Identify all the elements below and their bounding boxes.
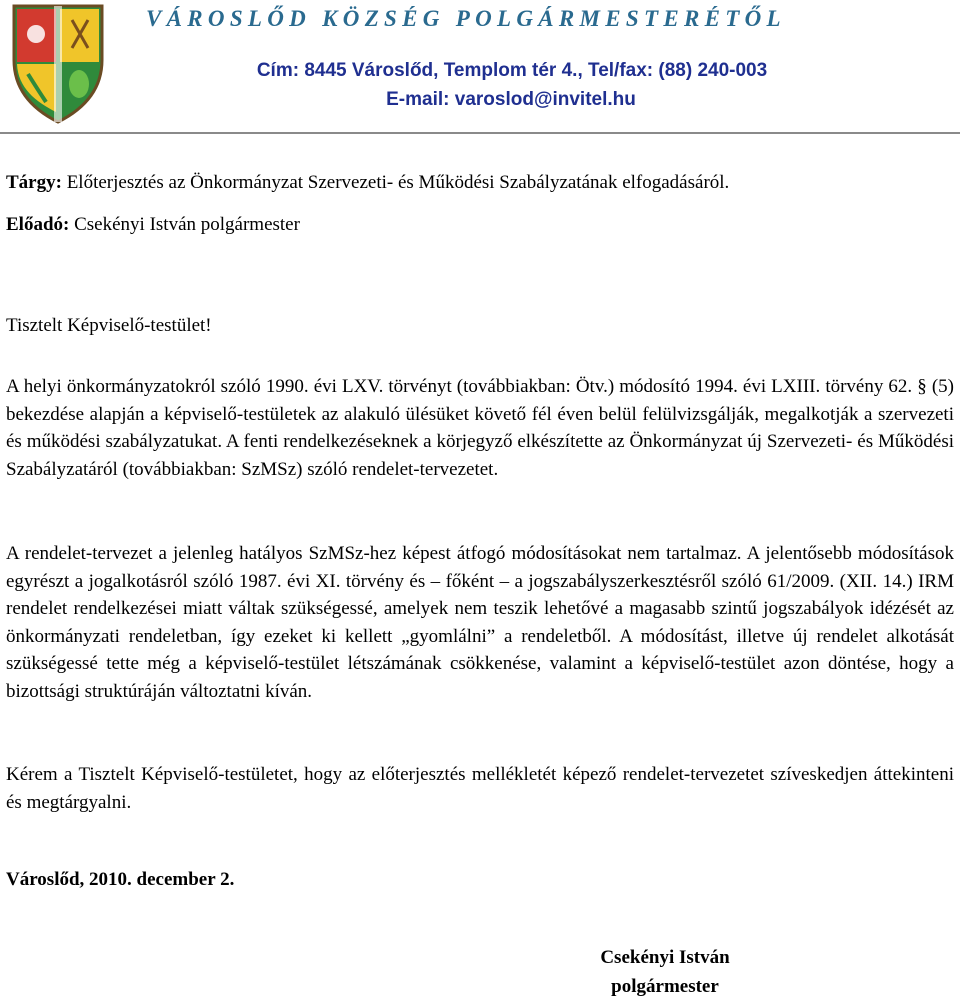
signature-name: Csekényi István bbox=[600, 947, 730, 968]
signature-title: polgármester bbox=[611, 976, 719, 997]
header-divider bbox=[0, 132, 960, 134]
address-line: Cím: 8445 Városlőd, Templom tér 4., Tel/fax: (88) 240-003 bbox=[256, 60, 768, 81]
signature-block bbox=[560, 943, 770, 1001]
paragraph-1: A helyi önkormányzatokról szóló 1990. évi LXV. törvényt (továbbiakban: Ötv.) módosító 1994. évi LXIII. törvény 62. § (5) bekezdése alapján a képviselő-testületek az alakuló ülésüket követő fél éven belül felülvizsgálják, megalkotják a szervezeti és működési szabályzatukat. A fenti rendelkezéseknek a körjegyző elkészítette az Önkormányzat új Szervezeti- és Működési Szabályzatáról (továbbiakban: SzMSz) szóló rendelet-tervezetet. bbox=[6, 376, 954, 480]
paragraph-2: A rendelet-tervezet a jelenleg hatályos SzMSz-hez képest átfogó módosításokat nem tartalmaz. A jelentősebb módosítások egyrészt a jogalkotásról szóló 1987. évi XI. törvény és – főként – a jogszabályszerkesztésről szóló 61/2009. (XII. 14.) IRM rendelet rendelkezései miatt váltak szükségessé, amelyek nem teszik lehetővé a magasabb szintű jogszabályok idézését az önkormányzati rendeletban, így ezeket ki kellett „gyomlálni” a rendeletből. A módosítást, illetve új rendelet alkotását szükségessé tette még a képviselő-testület létszámának csökkenése, valamint a képviselő-testület azon döntése, hogy a bizottsági struktúráján változtatni kíván. bbox=[6, 543, 954, 702]
email-line: E-mail: varoslod@invitel.hu bbox=[386, 89, 636, 110]
paragraph-3: Kérem a Tisztelt Képviselő-testületet, hogy az előterjesztés mellékletét képező rendelet-tervezetet szíveskedjen áttekinteni és megtárgyalni. bbox=[6, 764, 954, 813]
subject-text: Előterjesztés az Önkormányzat Szervezeti- és Működési Szabályzatának elfogadásáról. bbox=[61, 172, 730, 193]
presenter-label: Előadó: bbox=[6, 214, 70, 235]
subject-line bbox=[6, 172, 729, 194]
organization-title: VÁROSLŐD KÖZSÉG POLGÁRMESTERÉTŐL bbox=[146, 6, 786, 31]
salutation: Tisztelt Képviselő-testület! bbox=[6, 315, 212, 336]
presenter-line bbox=[6, 214, 300, 236]
presenter-text: Csekényi István polgármester bbox=[69, 214, 300, 235]
date-line: Városlőd, 2010. december 2. bbox=[6, 869, 235, 890]
subject-label: Tárgy: bbox=[6, 172, 62, 193]
